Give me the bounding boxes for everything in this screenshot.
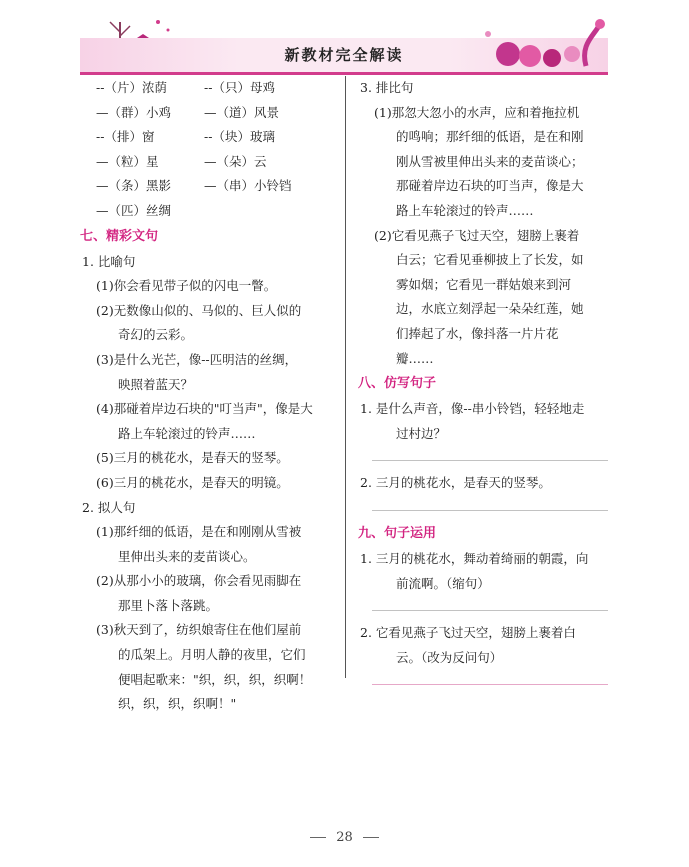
exercise-line: 过村边？ [396, 425, 447, 441]
sentence-line: 路上车轮滚过的铃声…… [118, 425, 256, 441]
sentence-line: 那碰着岸边石块的叮当声，像是大 [396, 178, 584, 194]
answer-line[interactable] [372, 610, 608, 611]
footer-dash [310, 837, 326, 838]
word-pair-row [80, 76, 338, 101]
subsection-heading: 1. 比喻句 [82, 253, 136, 269]
measure-word: —（串）小铃铛 [204, 178, 292, 194]
measure-word: --（只）母鸡 [204, 80, 275, 95]
measure-word: —（道）风景 [204, 104, 280, 120]
sentence-line: 们捧起了水，像抖落一片片花 [396, 325, 559, 341]
sentence-line: (6)三月的桃花水，是春天的明镜。 [96, 474, 289, 490]
measure-word: —（匹）丝绸 [96, 202, 172, 218]
sentence-line: (2)它看见燕子飞过天空，翅膀上裹着 [374, 227, 580, 243]
sentence-line: 里伸出头来的麦苗谈心。 [118, 548, 256, 564]
sentence-line: 的瓜架上。月明人静的夜里，它们 [118, 647, 306, 663]
page-footer [0, 830, 689, 845]
measure-word: —（群）小鸡 [96, 104, 172, 120]
sentence-line: 奇幻的云彩。 [118, 327, 194, 343]
sentence-line: (2)无数像山似的、马似的、巨人似的 [96, 302, 302, 318]
sentence-line: (3)秋天到了，纺织娘寄住在他们屋前 [96, 622, 302, 638]
exercise-line: 2. 它看见燕子飞过天空，翅膀上裹着白 [360, 625, 576, 641]
exercise-line: 前流啊。（缩句） [396, 575, 490, 591]
sentence-line: (2)从那小小的玻璃，你会看见雨脚在 [96, 573, 302, 589]
exercise-line: 2. 三月的桃花水，是春天的竖琴。 [360, 475, 551, 491]
sentence-line: (3)是什么光芒，像--匹明洁的丝绸， [96, 351, 298, 367]
answer-line[interactable] [372, 460, 608, 461]
exercise-line: 云。（改为反问句） [396, 649, 503, 665]
answer-line[interactable] [372, 684, 608, 685]
exercise-line: 1. 三月的桃花水，舞动着绮丽的朝霞，向 [360, 550, 589, 566]
section-title-seven: 七、精彩文句 [80, 228, 159, 244]
subsection-heading: 3. 排比句 [360, 80, 414, 95]
sentence-line: 映照着蓝天？ [118, 376, 194, 392]
sentence-line: 那里卜落卜落跳。 [118, 597, 219, 613]
measure-word: --（片）浓荫 [96, 80, 167, 95]
footer-dash [363, 837, 379, 838]
sentence-line: 白云；它看见垂柳披上了长发，如 [396, 252, 584, 268]
sentence-line: 边，水底立刻浮起一朵朵红莲，她 [396, 301, 584, 317]
sentence-line: (5)三月的桃花水，是春天的竖琴。 [96, 450, 289, 466]
sentence-line: 路上车轮滚过的铃声…… [396, 202, 534, 218]
sentence-line: 刚从雪被里伸出头来的麦苗谈心； [396, 153, 584, 169]
right-column [358, 76, 610, 695]
sentence-line: (1)那纤细的低语，是在和刚刚从雪被 [96, 524, 302, 540]
sentence-line: (1)那忽大忽小的水声，应和着拖拉机 [374, 104, 580, 120]
sentence-line: (4)那碰着岸边石块的"叮当声"，像是大 [96, 401, 313, 417]
word-pair-row [80, 125, 338, 150]
subsection-heading: 2. 拟人句 [82, 499, 136, 515]
sentence-line: (1)你会看见带子似的闪电一瞥。 [96, 278, 277, 294]
header-title: 新教材完全解读 [284, 46, 404, 64]
column-divider [345, 76, 346, 678]
section-title-nine: 九、句子运用 [358, 525, 437, 541]
word-pair-row [80, 150, 338, 175]
sentence-line: 的鸣响；那纤细的低语，是在和刚 [396, 129, 584, 145]
measure-word: —（朵）云 [204, 153, 267, 169]
measure-word: —（粒）星 [96, 153, 159, 169]
sentence-line: 雾如烟；它看见一群姑娘来到河 [396, 276, 572, 292]
sentence-line: 瓣…… [396, 350, 434, 366]
left-column [80, 76, 338, 717]
sentence-line: 织，织，织，织啊！" [118, 696, 237, 712]
exercise-line: 1. 是什么声音，像--串小铃铛，轻轻地走 [360, 401, 585, 417]
sentence-line: 便唱起歌来："织，织，织，织啊！ [118, 671, 312, 687]
page-header [80, 8, 608, 76]
page-number: 28 [336, 830, 353, 845]
measure-word: —（条）黑影 [96, 178, 172, 194]
measure-word: --（排）窗 [96, 129, 155, 145]
word-pair-row [80, 199, 338, 224]
section-title-eight: 八、仿写句子 [358, 376, 437, 392]
answer-line[interactable] [372, 510, 608, 511]
word-pair-row [80, 174, 338, 199]
word-pair-row [80, 101, 338, 126]
measure-word: --（块）玻璃 [204, 129, 275, 145]
flower-decoration-icon [458, 14, 608, 72]
